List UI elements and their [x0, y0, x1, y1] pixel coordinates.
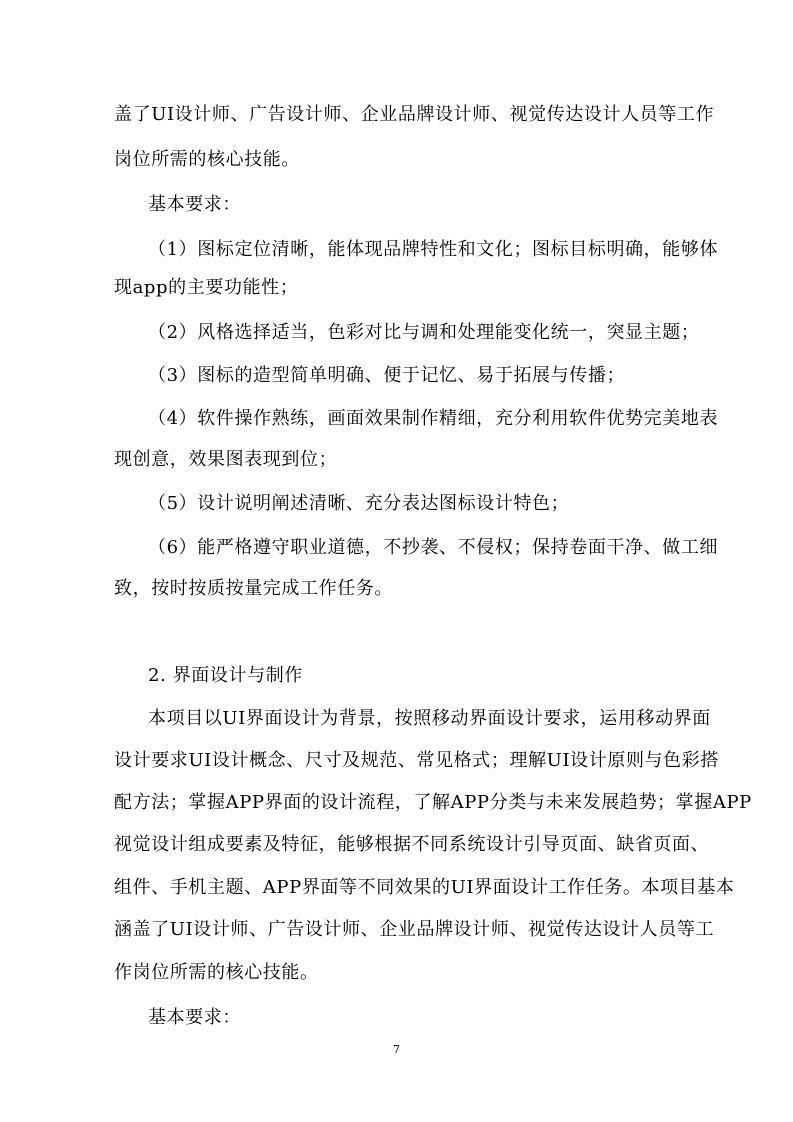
paragraph-line: 涵盖了UI设计师、广告设计师、企业品牌设计师、视觉传达设计人员等工: [114, 919, 715, 940]
paragraph-line: 设计要求UI设计概念、尺寸及规范、常见格式；理解UI设计原则与色彩搭: [114, 750, 719, 771]
requirement-item-continued: 致，按时按质按量完成工作任务。: [114, 578, 393, 599]
paragraph-line: 作岗位所需的核心技能。: [114, 962, 319, 983]
paragraph-line: 组件、手机主题、APP界面等不同效果的UI界面设计工作任务。本项目基本: [114, 877, 735, 898]
paragraph-line: 本项目以UI界面设计为背景，按照移动界面设计要求，运用移动界面: [148, 708, 711, 729]
paragraph-line: 配方法；掌握APP界面的设计流程，了解APP分类与未来发展趋势；掌握APP: [114, 792, 752, 813]
page-number: 7: [393, 1043, 400, 1056]
requirement-item: （4）软件操作熟练，画面效果制作精细，充分利用软件优势完美地表: [148, 408, 719, 429]
requirement-item: （5）设计说明阐述清晰、充分表达图标设计特色；: [148, 493, 570, 514]
section-title: 2. 界面设计与制作: [148, 665, 303, 686]
requirement-item-continued: 现创意，效果图表现到位；: [114, 449, 338, 470]
section-heading: 基本要求：: [148, 1007, 241, 1028]
paragraph-line: 视觉设计组成要素及特征，能够根据不同系统设计引导页面、缺省页面、: [114, 834, 710, 855]
section-heading: 基本要求：: [148, 194, 241, 215]
requirement-item-continued: 现app的主要功能性；: [114, 277, 299, 298]
requirement-item: （3）图标的造型简单明确、便于记忆、易于拓展与传播；: [148, 365, 626, 386]
requirement-item: （6）能严格遵守职业道德，不抄袭、不侵权；保持卷面干净、做工细: [148, 537, 719, 558]
paragraph-line: 岗位所需的核心技能。: [114, 149, 300, 170]
requirement-item: （1）图标定位清晰，能体现品牌特性和文化；图标目标明确，能够体: [148, 239, 719, 260]
paragraph-line: 盖了UI设计师、广告设计师、企业品牌设计师、视觉传达设计人员等工作: [114, 104, 715, 125]
requirement-item: （2）风格选择适当，色彩对比与调和处理能变化统一，突显主题；: [148, 322, 700, 343]
